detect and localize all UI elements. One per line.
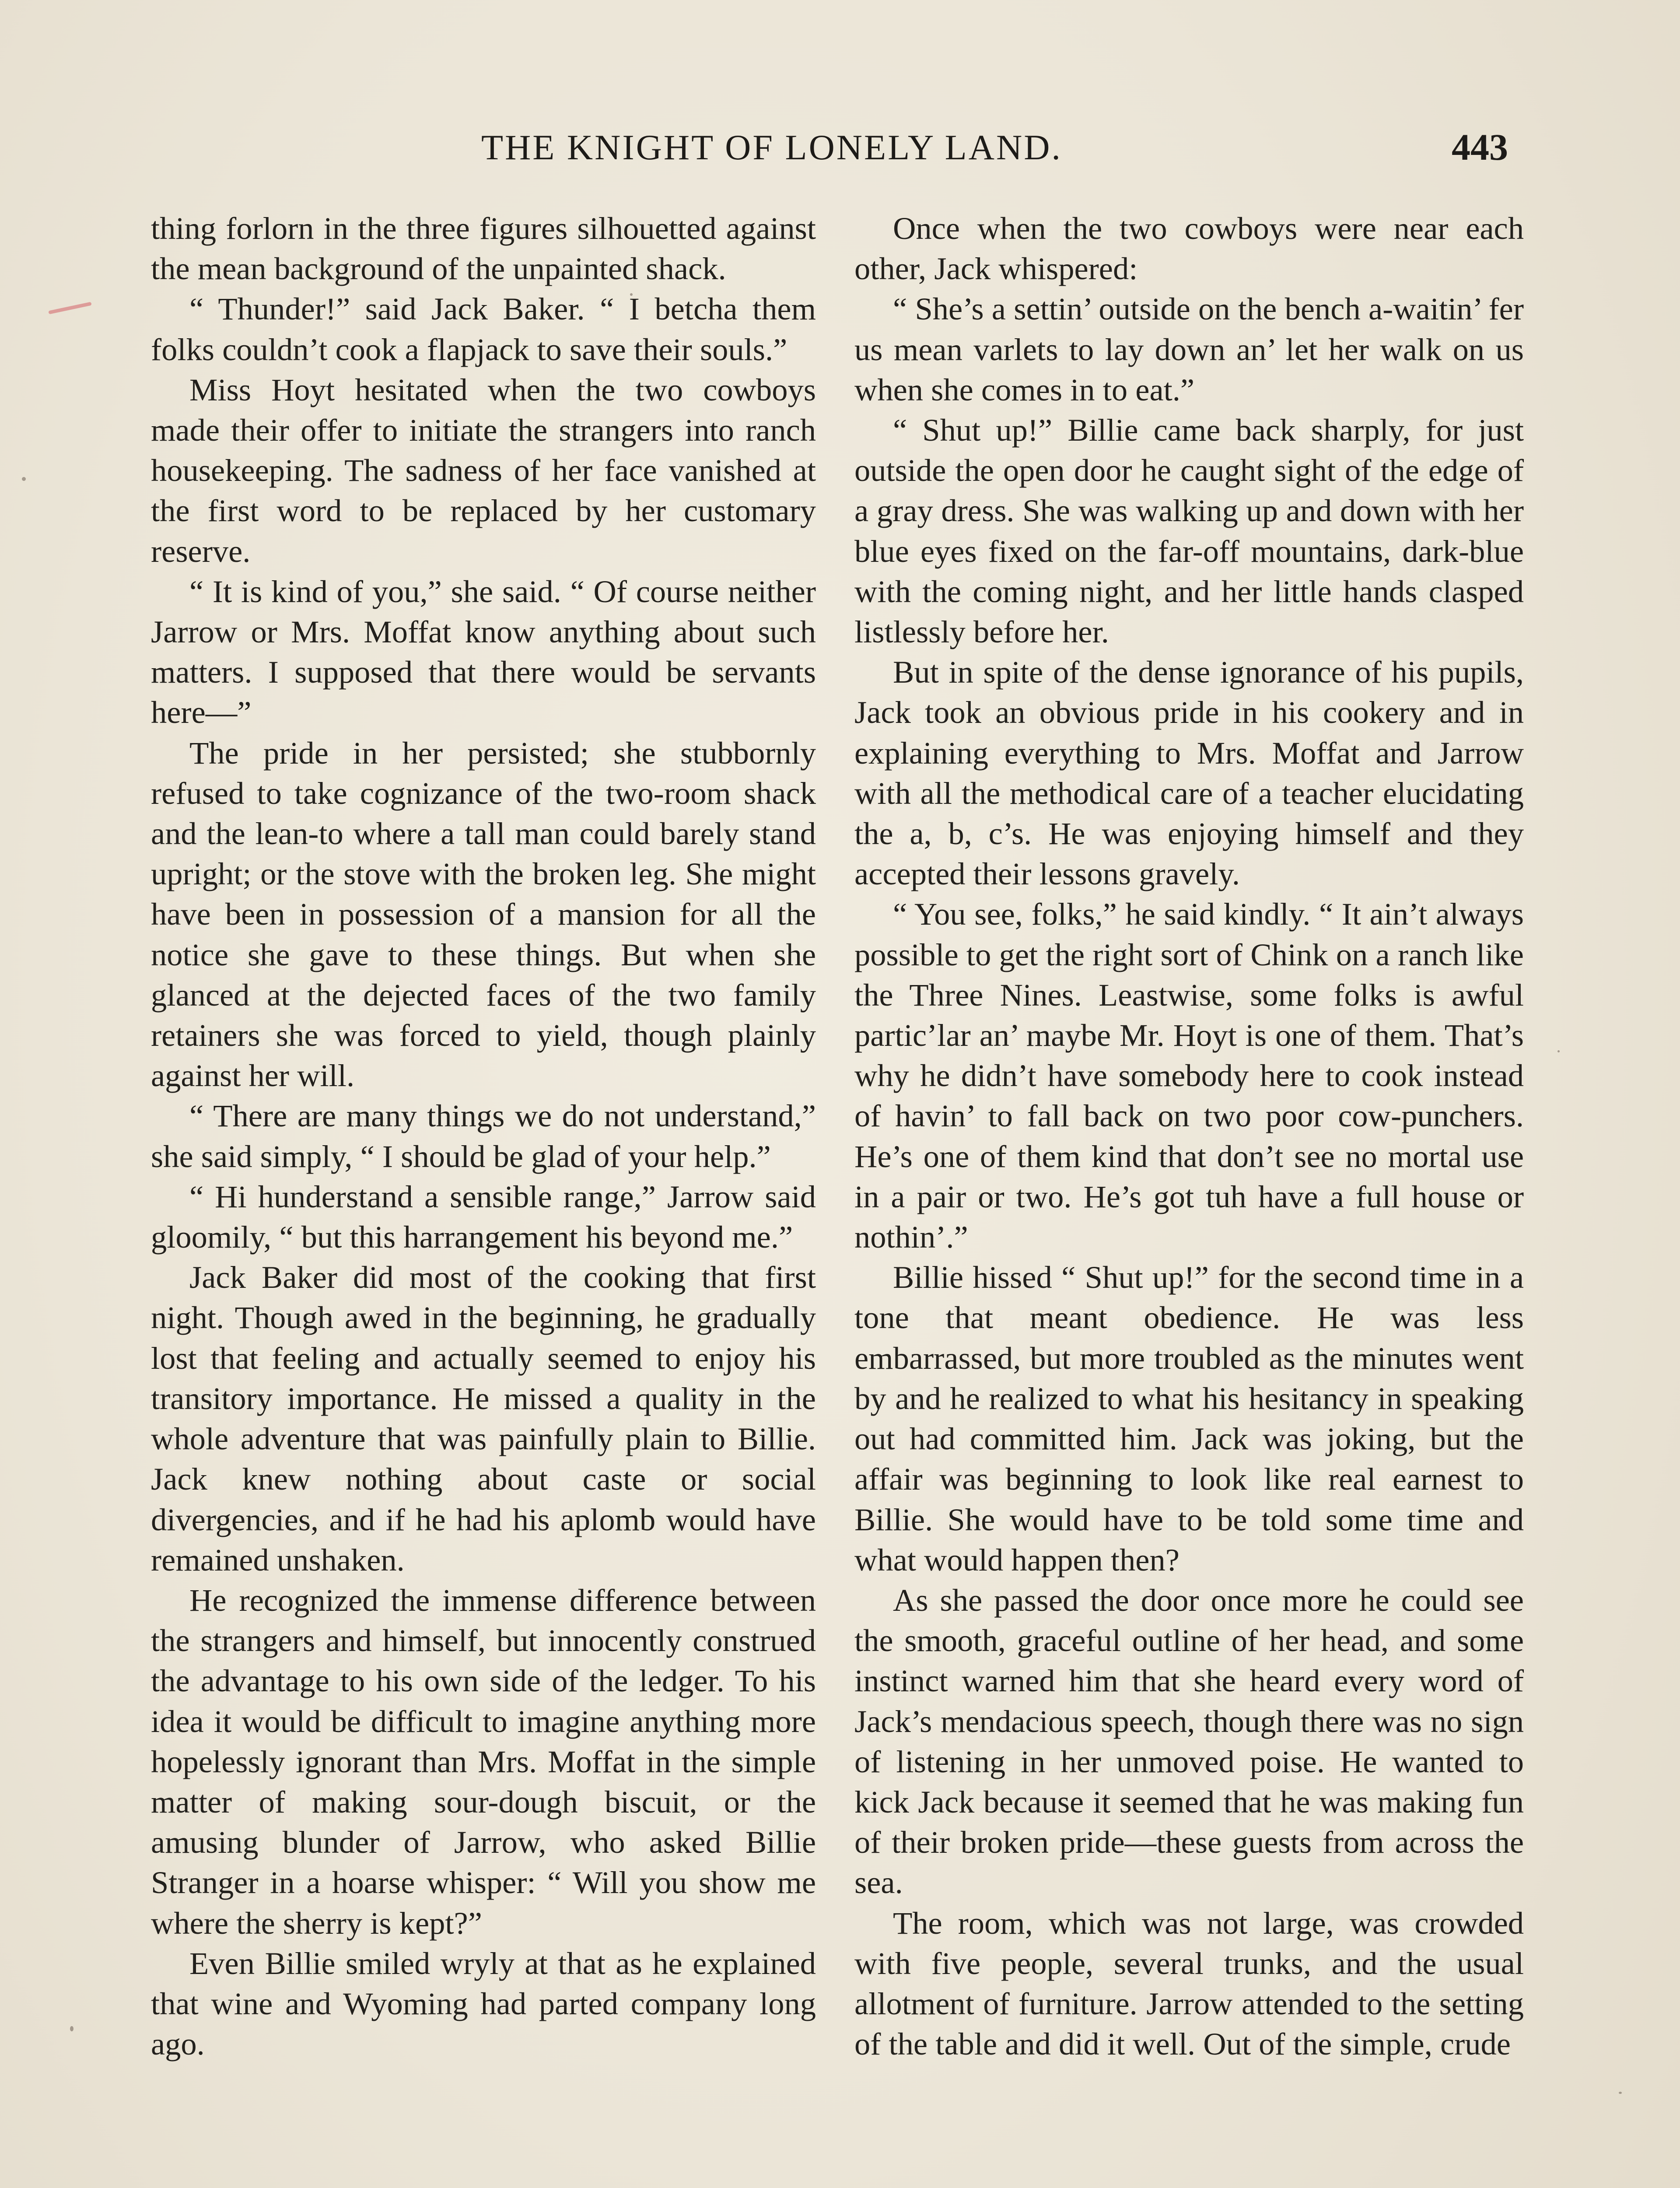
text-column-right — [854, 208, 1524, 2188]
paragraph: thing forlorn in the three figures silhouetted against the mean background of the unpainted shack. — [151, 210, 816, 287]
paragraph: “ There are many things we do not understand,” she said simply, “ I should be glad of your help.” — [151, 1098, 816, 1174]
running-head-title: THE KNIGHT OF LONELY LAND. — [481, 127, 1062, 167]
paragraph: But in spite of the dense ignorance of his pupils, Jack took an obvious pride in his cookery and in explaining everything to Mrs. Moffat and Jarrow with all the methodical care of a teacher elucidating the a, b, c’s. He was enjoying himself and they accepted their lessons gravely. — [854, 654, 1524, 892]
text-column-left — [151, 208, 816, 2188]
page-number: 443 — [1452, 126, 1508, 168]
paragraph: Jack Baker did most of the cooking that first night. Though awed in the beginning, he gradually lost that feeling and actually seemed to enjoy his transitory importance. He missed a quality in the whole adventure that was painfully plain to Billie. Jack knew nothing about caste or social divergencies, and if he had his aplomb would have remained unshaken. — [151, 1259, 816, 1578]
paragraph: The pride in her persisted; she stubbornly refused to take cognizance of the two-room shack and the lean-to where a tall man could barely stand upright; or the stove with the broken leg. She might have been in possession of a mansion for all the notice she gave to these things. But when she glanced at the dejected faces of the two family retainers she was forced to yield, though plainly against her will. — [151, 735, 816, 1094]
paragraph: He recognized the immense difference between the strangers and himself, but innocently construed the advantage to his own side of the ledger. To his idea it would be difficult to imagine anything more hopelessly ignorant than Mrs. Moffat in the simple matter of making sour-dough biscuit, or the amusing blunder of Jarrow, who asked Billie Stranger in a hoarse whisper: “ Will you show me where the sherry is kept?” — [151, 1582, 816, 1941]
paragraph: Billie hissed “ Shut up!” for the second time in a tone that meant obedience. He was less embarrassed, but more troubled as the minutes went by and he realized to what his hesitancy in speaking out had committed him. Jack was joking, but the affair was beginning to look like real earnest to Billie. She would have to be told some time and what would happen then? — [854, 1259, 1524, 1578]
paper-speck — [22, 477, 26, 481]
paragraph: “ It is kind of you,” she said. “ Of course neither Jarrow or Mrs. Moffat know anything about such matters. I supposed that there would be servants here—” — [151, 573, 816, 730]
paragraph: Miss Hoyt hesitated when the two cowboys made their offer to initiate the strangers into ranch housekeeping. The sadness of her face vanished at the first word to be replaced by her customary reserve. — [151, 372, 816, 569]
paragraph: “ Shut up!” Billie came back sharply, for just outside the open door he caught sight of the edge of a gray dress. She was walking up and down with her blue eyes fixed on the far-off mountains, dark-blue with the coming night, and her little hands clasped listlessly before her. — [854, 412, 1524, 650]
paper-speck — [70, 2026, 74, 2031]
paper-speck — [1619, 2092, 1622, 2094]
paragraph: “ She’s a settin’ outside on the bench a-waitin’ fer us mean varlets to lay down an’ let her walk on us when she comes in to eat.” — [854, 291, 1524, 407]
ink-smudge — [48, 302, 91, 315]
paragraph: As she passed the door once more he could see the smooth, graceful outline of her head, and some instinct warned him that she heard every word of Jack’s mendacious speech, though there was no sign of listening in her unmoved poise. He wanted to kick Jack because it seemed that he was making fun of their broken pride—these guests from across the sea. — [854, 1582, 1524, 1900]
paper-speck — [1558, 1050, 1560, 1052]
paragraph: The room, which was not large, was crowded with five people, several trunks, and the usual allotment of furniture. Jarrow attended to the setting of the table and did it well. Out of the simple, crude — [854, 1905, 1524, 2062]
paragraph: “ Thunder!” said Jack Baker. “ I betcha them folks couldn’t cook a flapjack to save their souls.” — [151, 291, 816, 367]
paragraph: “ Hi hunderstand a sensible range,” Jarrow said gloomily, “ but this harrangement his beyond me.” — [151, 1178, 816, 1255]
paragraph: “ You see, folks,” he said kindly. “ It ain’t always possible to get the right sort of Chink on a ranch like the Three Nines. Leastwise, some folks is awful partic’lar an’ maybe Mr. Hoyt is one of them. That’s why he didn’t have somebody here to cook instead of havin’ to fall back on two poor cow-punchers. He’s one of them kind that don’t see no mortal use in a pair or two. He’s got tuh have a full house or nothin’.” — [854, 896, 1524, 1255]
paragraph: Once when the two cowboys were near each other, Jack whispered: — [854, 210, 1524, 287]
paragraph: Even Billie smiled wryly at that as he explained that wine and Wyoming had parted company long ago. — [151, 1945, 816, 2062]
